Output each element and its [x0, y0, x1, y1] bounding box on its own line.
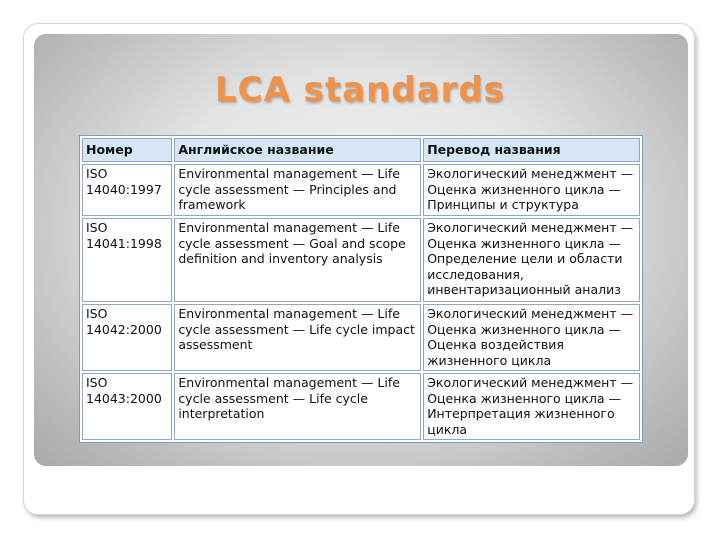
table-row [82, 218, 640, 302]
cell-translation: Экологический менеджмент — Оценка жизненного цикла — Принципы и структура [423, 164, 640, 216]
header-translation: Перевод названия [423, 138, 640, 162]
cell-number: ISO 14043:2000 [82, 373, 172, 440]
cell-translation: Экологический менеджмент — Оценка жизненного цикла — Определение цели и области исследования, инвентаризационный анализ [423, 218, 640, 302]
table-header-row [82, 138, 640, 162]
cell-translation: Экологический менеджмент — Оценка жизненного цикла — Оценка воздействия жизненного цикла [423, 304, 640, 371]
cell-english-name: Environmental management — Life cycle assessment — Principles and framework [174, 164, 421, 216]
table-row [82, 304, 640, 371]
cell-number: ISO 14040:1997 [82, 164, 172, 216]
table-row [82, 164, 640, 216]
cell-english-name: Environmental management — Life cycle assessment — Life cycle impact assessment [174, 304, 421, 371]
slide-title: LCA standards [214, 70, 506, 110]
cell-number: ISO 14042:2000 [82, 304, 172, 371]
header-number: Номер [82, 138, 172, 162]
cell-number: ISO 14041:1998 [82, 218, 172, 302]
cell-english-name: Environmental management — Life cycle assessment — Goal and scope definition and inventory analysis [174, 218, 421, 302]
header-english-name: Английское название [174, 138, 421, 162]
standards-table [79, 135, 643, 443]
cell-translation: Экологический менеджмент — Оценка жизненного цикла — Интерпретация жизненного цикла [423, 373, 640, 440]
cell-english-name: Environmental management — Life cycle assessment — Life cycle interpretation [174, 373, 421, 440]
table-row [82, 373, 640, 440]
